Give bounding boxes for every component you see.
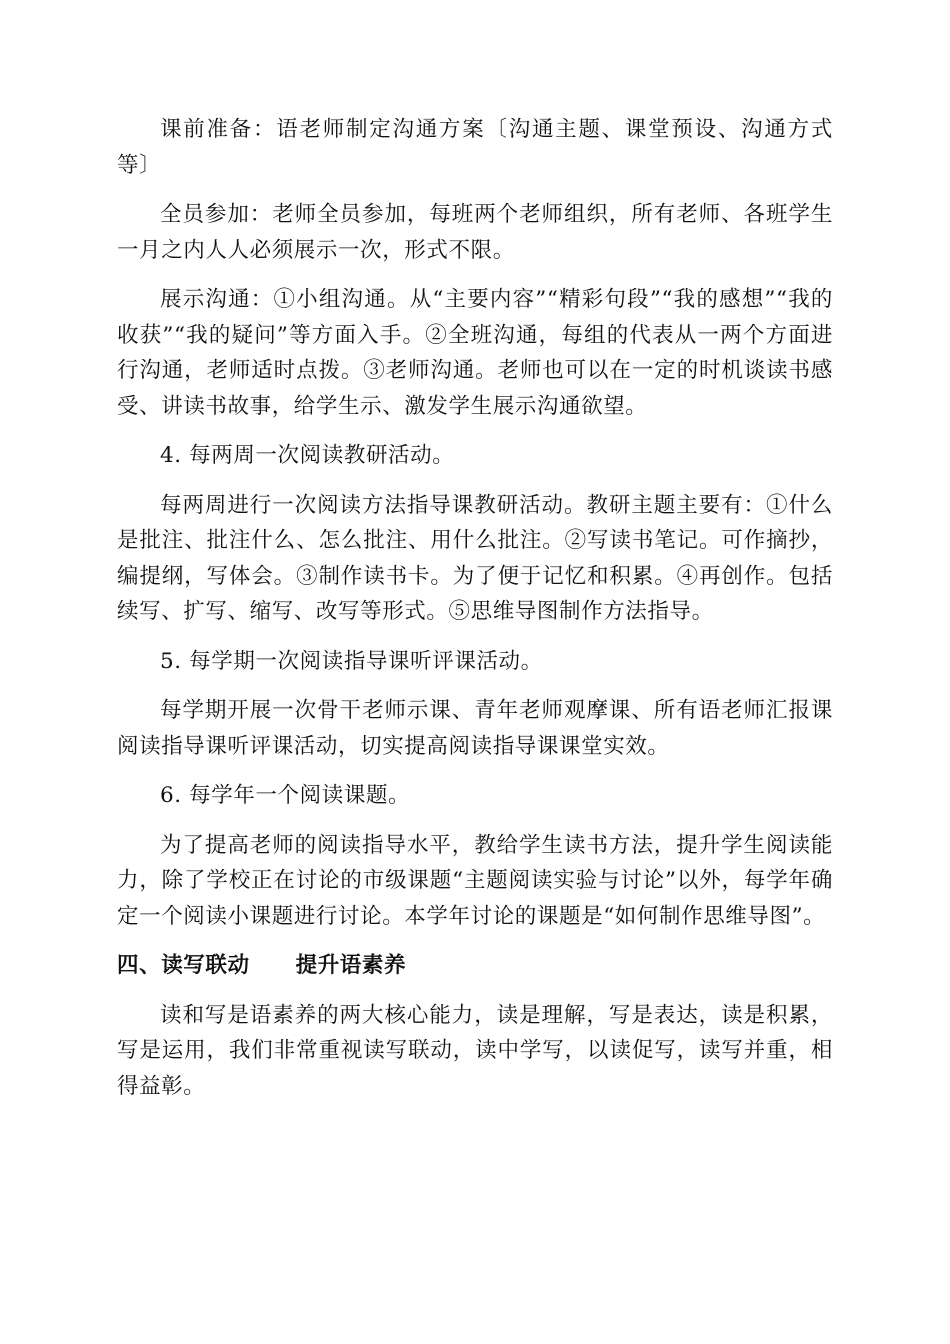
document-body	[117, 112, 833, 1118]
paragraph-lesson-evaluation: 每学期开展一次骨干老师示课、青年老师观摩课、所有语老师汇报课阅读指导课听评课活动，切实提高阅读指导课课堂实效。	[117, 698, 833, 759]
paragraph-preparation: 课前准备：语老师制定沟通方案〔沟通主题、课堂预设、沟通方式等〕	[117, 117, 833, 178]
section-heading	[117, 948, 833, 984]
section-heading-number: 四、读写联动	[117, 953, 250, 978]
subheading-item-6: 6. 每学年一个阅读课题。	[160, 783, 411, 808]
subheading-item-5: 5. 每学期一次阅读指导课听评课活动。	[160, 648, 543, 674]
paragraph-reading-topic: 为了提高老师的阅读指导水平，教给学生读书方法，提升学生阅读能力，除了学校正在讨论的市级课题“主题阅读实验与讨论”以外，每学年确定一个阅读小课题进行讨论。本学年讨论的课题是“如何制作思维导图”。	[117, 832, 833, 929]
paragraph-reading-writing: 读和写是语素养的两大核心能力，读是理解，写是表达，读是积累，写是运用，我们非常重视读写联动，读中学写，以读促写，读写并重，相得益彰。	[117, 1002, 833, 1099]
paragraph-participation: 全员参加：老师全员参加，每班两个老师组织，所有老师、各班学生一月之内人人必须展示一次，形式不限。	[117, 202, 833, 263]
paragraph-research-activity: 每两周进行一次阅读方法指导课教研活动。教研主题主要有：①什么是批注、批注什么、怎么批注、用什么批注。②写读书笔记。可作摘抄，编提纲，写体会。③制作读书卡。为了便于记忆和积累。④再创作。包括续写、扩写、缩写、改写等形式。⑤思维导图制作方法指导。	[117, 492, 833, 624]
paragraph-presentation: 展示沟通：①小组沟通。从“主要内容”“精彩句段”“我的感想”“我的收获”“我的疑问”等方面入手。②全班沟通，每组的代表从一两个方面进行沟通，老师适时点拨。③老师沟通。老师也可以在一定的时机谈读书感受、讲读书故事，给学生示、激发学生展示沟通欲望。	[117, 287, 833, 419]
section-heading-title: 提升语素养	[295, 953, 407, 978]
subheading-item-4: 4. 每两周一次阅读教研活动。	[160, 443, 455, 468]
